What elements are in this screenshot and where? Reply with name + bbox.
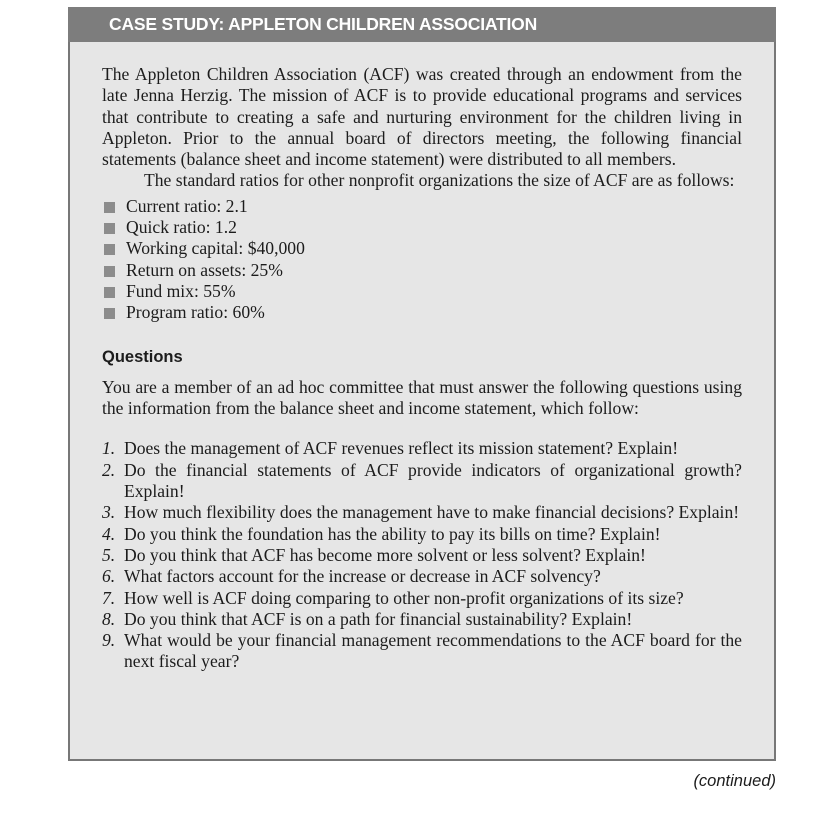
list-item — [102, 281, 742, 302]
questions-list — [102, 438, 742, 672]
question-text: Do you think that ACF is on a path for financial sustainability? Explain! — [124, 608, 633, 629]
question-item — [102, 588, 742, 609]
bullet-square-icon — [104, 244, 115, 255]
question-number: 6. — [102, 566, 116, 587]
question-number: 7. — [102, 587, 116, 608]
question-item — [102, 630, 742, 673]
case-study-body — [68, 42, 776, 761]
ratio-text: Return on assets: 25% — [126, 259, 283, 280]
list-item — [102, 260, 742, 281]
ratio-text: Fund mix: 55% — [126, 280, 236, 301]
question-item — [102, 545, 742, 566]
ratio-text: Quick ratio: 1.2 — [126, 217, 237, 238]
question-item — [102, 460, 742, 503]
question-text: What factors account for the increase or decrease in ACF solvency? — [124, 566, 601, 587]
question-item — [102, 566, 742, 587]
question-text: Do the financial statements of ACF provide indicators of organizational growth? Explain! — [124, 459, 742, 502]
list-item — [102, 217, 742, 238]
questions-heading: Questions — [102, 347, 183, 366]
question-item — [102, 524, 742, 545]
case-study-title: CASE STUDY: APPLETON CHILDREN ASSOCIATION — [68, 7, 776, 42]
question-item — [102, 438, 742, 459]
intro-paragraph: The Appleton Children Association (ACF) was created through an endowment from the late Jenna Herzig. The mission of ACF is to provide educational programs and services that contribute to creating a safe and nurturing environment for the children living in Appleton. Prior to the annual board of directors meeting, the following financial statements (balance sheet and income statement) were distributed to all members. — [102, 64, 742, 170]
question-text: How well is ACF doing comparing to other non-profit organizations of its size? — [124, 587, 684, 608]
question-number: 4. — [102, 523, 116, 544]
question-text: Does the management of ACF revenues reflect its mission statement? Explain! — [124, 438, 679, 459]
question-text: What would be your financial management recommendations to the ACF board for the next fiscal year? — [124, 630, 742, 672]
questions-intro: You are a member of an ad hoc committee that must answer the following questions using the information from the balance sheet and income statement, which follow: — [102, 376, 742, 419]
bullet-square-icon — [104, 308, 115, 319]
continued-label: (continued) — [693, 772, 776, 790]
question-text: Do you think that ACF has become more solvent or less solvent? Explain! — [124, 544, 646, 565]
question-item — [102, 609, 742, 630]
question-item — [102, 502, 742, 523]
ratio-text: Current ratio: 2.1 — [126, 195, 248, 216]
bullet-square-icon — [104, 287, 115, 298]
bullet-square-icon — [104, 223, 115, 234]
case-study-panel — [68, 7, 776, 761]
ratio-text: Program ratio: 60% — [126, 302, 265, 323]
question-number: 8. — [102, 608, 116, 629]
question-number: 3. — [102, 502, 116, 523]
list-item — [102, 238, 742, 259]
ratio-text: Working capital: $40,000 — [126, 238, 305, 259]
bullet-square-icon — [104, 202, 115, 213]
ratios-intro-paragraph: The standard ratios for other nonprofit organizations the size of ACF are as follows: — [144, 170, 735, 191]
bullet-square-icon — [104, 266, 115, 277]
question-number: 5. — [102, 544, 116, 565]
question-text: How much flexibility does the management have to make financial decisions? Explain! — [124, 502, 740, 523]
list-item — [102, 196, 742, 217]
question-number: 1. — [102, 438, 116, 459]
question-number: 2. — [102, 459, 116, 480]
list-item — [102, 302, 742, 323]
standard-ratios-list — [102, 196, 742, 324]
question-text: Do you think the foundation has the ability to pay its bills on time? Explain! — [124, 523, 661, 544]
question-number: 9. — [102, 630, 116, 651]
